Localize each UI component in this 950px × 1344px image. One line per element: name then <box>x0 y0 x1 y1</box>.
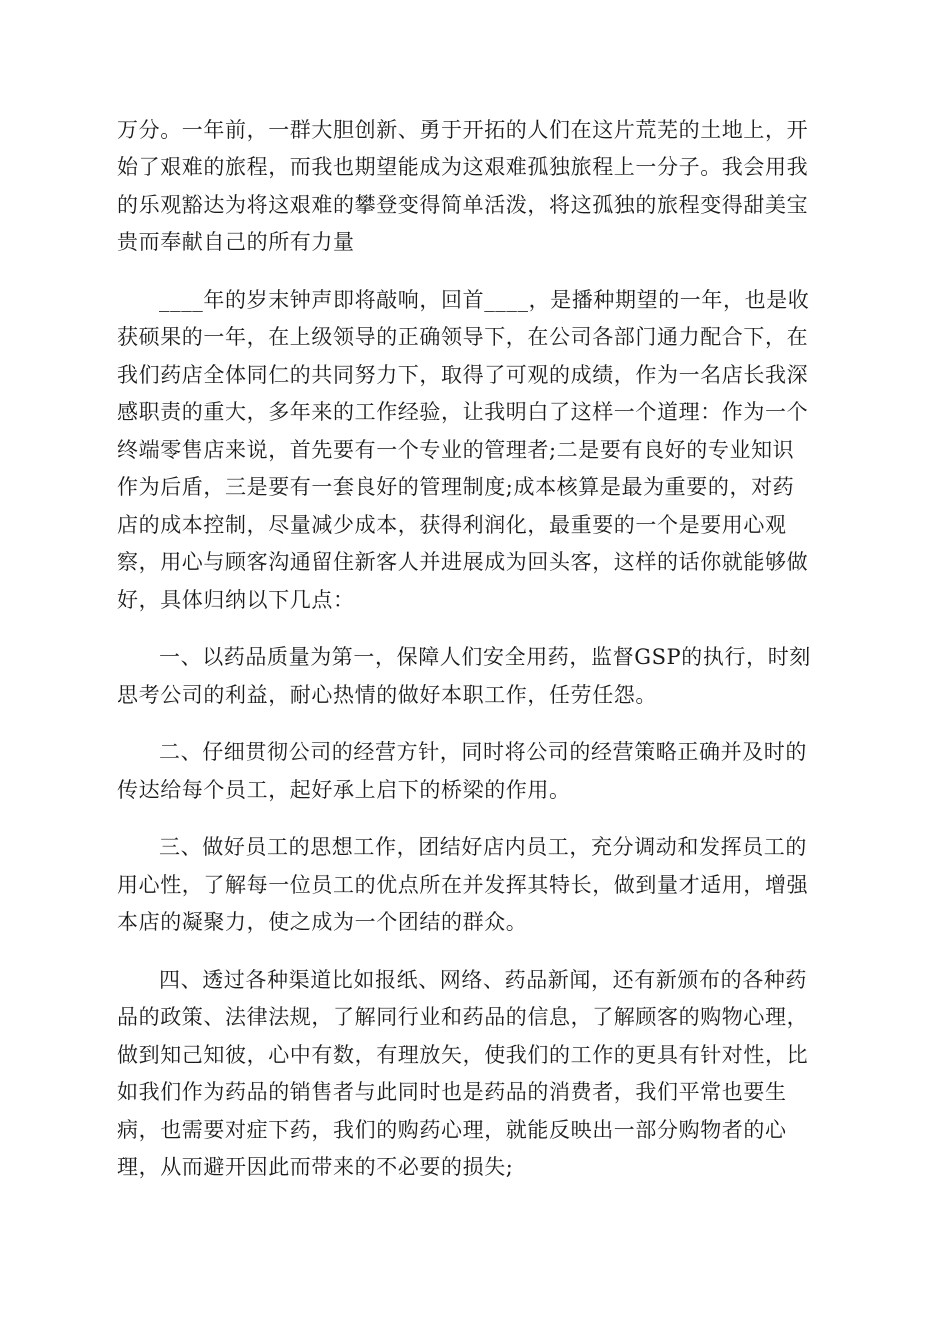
text-line: 的乐观豁达为将这艰难的攀登变得简单活泼，将这孤独的旅程变得甜美宝 <box>117 193 809 217</box>
text-line: 察，用心与顾客沟通留住新客人并进展成为回头客，这样的话你就能够做 <box>117 550 809 574</box>
text-line: 四、透过各种渠道比如报纸、网络、药品新闻，还有新颁布的各种药 <box>159 968 807 992</box>
text-line: 终端零售店来说，首先要有一个专业的管理者;二是要有良好的专业知识 <box>117 438 795 462</box>
text-line: 做到知己知彼，心中有数，有理放矢，使我们的工作的更具有针对性，比 <box>117 1043 809 1067</box>
text-line: 好，具体归纳以下几点： <box>117 588 355 612</box>
text-line: 店的成本控制，尽量减少成本，获得利润化，最重要的一个是要用心观 <box>117 513 787 537</box>
text-line: 始了艰难的旅程，而我也期望能成为这艰难孤独旅程上一分子。我会用我 <box>117 155 809 179</box>
text-line: ____年的岁末钟声即将敲响，回首____，是播种期望的一年，也是收 <box>159 288 810 312</box>
text-line: 获硕果的一年，在上级领导的正确领导下，在公司各部门通力配合下，在 <box>117 325 809 349</box>
text-line: 品的政策、法律法规，了解同行业和药品的信息，了解顾客的购物心理， <box>117 1005 809 1029</box>
text-line: 一、以药品质量为第一，保障人们安全用药，监督GSP的执行，时刻 <box>159 645 811 669</box>
text-line: 感职责的重大，多年来的工作经验，让我明白了这样一个道理：作为一个 <box>117 400 809 424</box>
text-line: 思考公司的利益，耐心热情的做好本职工作，任劳任怨。 <box>117 683 657 707</box>
text-line: 用心性，了解每一位员工的优点所在并发挥其特长，做到量才适用，增强 <box>117 873 809 897</box>
text-line: 三、做好员工的思想工作，团结好店内员工，充分调动和发挥员工的 <box>159 835 807 859</box>
text-line: 贵而奉献自己的所有力量 <box>117 230 355 254</box>
text-line: 传达给每个员工，起好承上启下的桥梁的作用。 <box>117 778 571 802</box>
text-line: 本店的凝聚力，使之成为一个团结的群众。 <box>117 910 528 934</box>
text-line: 如我们作为药品的销售者与此同时也是药品的消费者，我们平常也要生 <box>117 1080 787 1104</box>
text-line: 作为后盾，三是要有一套良好的管理制度;成本核算是最为重要的，对药 <box>117 475 795 499</box>
text-line: 病，也需要对症下药，我们的购药心理，就能反映出一部分购物者的心 <box>117 1118 787 1142</box>
text-line: 万分。一年前，一群大胆创新、勇于开拓的人们在这片荒芜的土地上，开 <box>117 118 809 142</box>
text-line: 理，从而避开因此而带来的不必要的损失; <box>117 1155 514 1179</box>
text-line: 我们药店全体同仁的共同努力下，取得了可观的成绩，作为一名店长我深 <box>117 363 809 387</box>
text-line: 二、仔细贯彻公司的经营方针，同时将公司的经营策略正确并及时的 <box>159 740 807 764</box>
